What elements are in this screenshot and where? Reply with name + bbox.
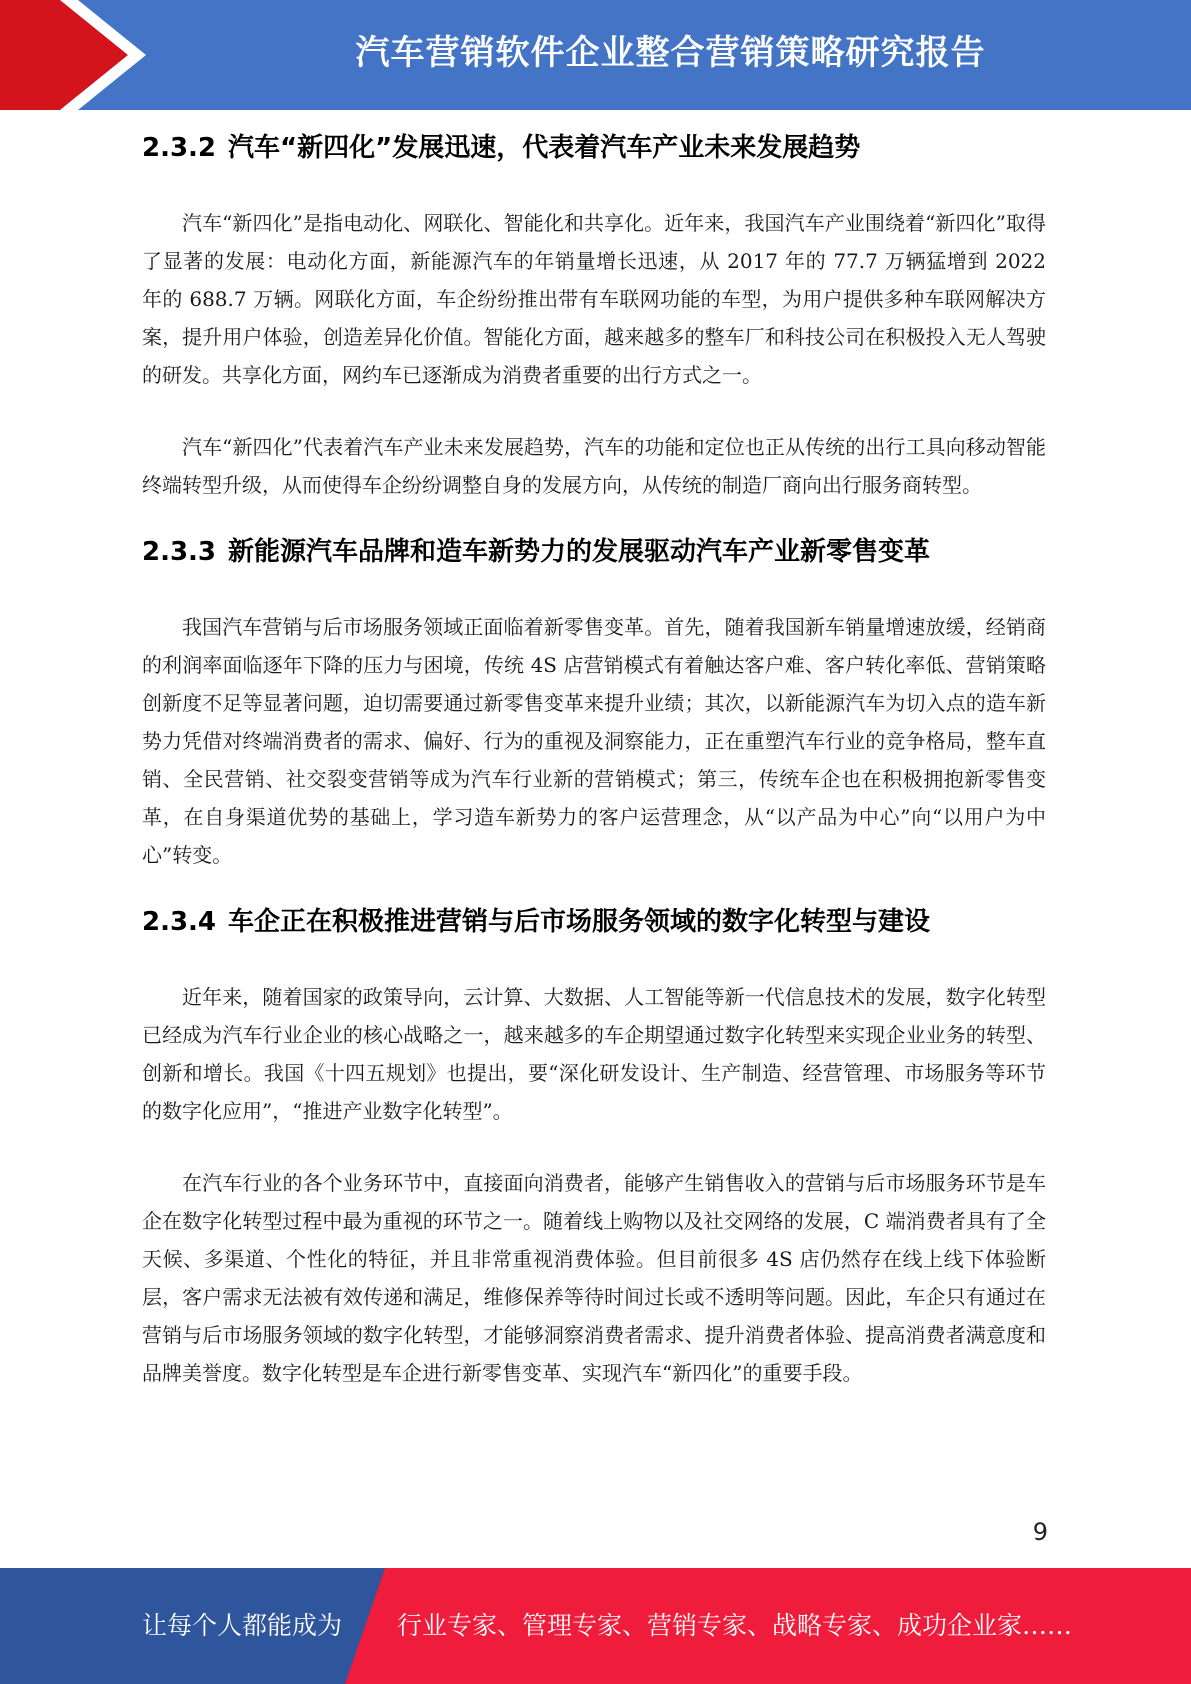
section-number: 2.3.4: [142, 907, 217, 937]
page-number: 9: [1032, 1518, 1048, 1546]
footer-slogan-left: 让每个人都能成为: [142, 1611, 343, 1640]
page-content: [142, 128, 1046, 1392]
section-heading-2-3-3: [142, 532, 1046, 572]
section-number: 2.3.2: [142, 133, 217, 163]
section-heading-2-3-2: [142, 128, 1046, 168]
section-title: 车企正在积极推进营销与后市场服务领域的数字化转型与建设: [228, 907, 931, 937]
report-title: 汽车营销软件企业整合营销策略研究报告: [355, 33, 986, 73]
paragraph: 近年来，随着国家的政策导向，云计算、大数据、人工智能等新一代信息技术的发展，数字化转型已经成为汽车行业企业的核心战略之一，越来越多的车企期望通过数字化转型来实现企业业务的转型、创新和增长。我国《十四五规划》也提出，要“深化研发设计、生产制造、经营管理、市场服务等环节的数字化应用”，“推进产业数字化转型”。: [142, 985, 1046, 1123]
section-heading-2-3-4: [142, 902, 1046, 942]
section-title: 汽车“新四化”发展迅速，代表着汽车产业未来发展趋势: [228, 133, 861, 163]
paragraph: 我国汽车营销与后市场服务领域正面临着新零售变革。首先，随着我国新车销量增速放缓，经销商的利润率面临逐年下降的压力与困境，传统 4S 店营销模式有着触达客户难、客户转化率低、营销策略创新度不足等显著问题，迫切需要通过新零售变革来提升业绩；其次，以新能源汽车为切入点的造车新势力凭借对终端消费者的需求、偏好、行为的重视及洞察能力，正在重塑汽车行业的竞争格局，整车直销、全民营销、社交裂变营销等成为汽车行业新的营销模式；第三，传统车企也在积极拥抱新零售变革，在自身渠道优势的基础上，学习造车新势力的客户运营理念，从“以产品为中心”向“以用户为中心”转变。: [142, 615, 1046, 867]
header-arrow-decoration: [0, 0, 160, 110]
page-header: [0, 0, 1191, 110]
paragraph: 汽车“新四化”是指电动化、网联化、智能化和共享化。近年来，我国汽车产业围绕着“新四化”取得了显著的发展：电动化方面，新能源汽车的年销量增长迅速，从 2017 年的 77.7 万辆猛增到 2022 年的 688.7 万辆。网联化方面，车企纷纷推出带有车联网功能的车型，为用户提供多种车联网解决方案，提升用户体验，创造差异化价值。智能化方面，越来越多的整车厂和科技公司在积极投入无人驾驶的研发。共享化方面，网约车已逐渐成为消费者重要的出行方式之一。: [142, 211, 1046, 387]
section-number: 2.3.3: [142, 537, 217, 567]
footer-slogan-right: 行业专家、管理专家、营销专家、战略专家、成功企业家……: [397, 1611, 1073, 1640]
page-footer: [0, 1568, 1191, 1684]
paragraph: 在汽车行业的各个业务环节中，直接面向消费者，能够产生销售收入的营销与后市场服务环节是车企在数字化转型过程中最为重视的环节之一。随着线上购物以及社交网络的发展，C 端消费者具有了全天候、多渠道、个性化的特征，并且非常重视消费体验。但目前很多 4S 店仍然存在线上线下体验断层，客户需求无法被有效传递和满足，维修保养等待时间过长或不透明等问题。因此，车企只有通过在营销与后市场服务领域的数字化转型，才能够洞察消费者需求、提升消费者体验、提高消费者满意度和品牌美誉度。数字化转型是车企进行新零售变革、实现汽车“新四化”的重要手段。: [142, 1171, 1046, 1385]
paragraph: 汽车“新四化”代表着汽车产业未来发展趋势，汽车的功能和定位也正从传统的出行工具向移动智能终端转型升级，从而使得车企纷纷调整自身的发展方向，从传统的制造厂商向出行服务商转型。: [142, 435, 1046, 497]
section-title: 新能源汽车品牌和造车新势力的发展驱动汽车产业新零售变革: [228, 537, 931, 567]
